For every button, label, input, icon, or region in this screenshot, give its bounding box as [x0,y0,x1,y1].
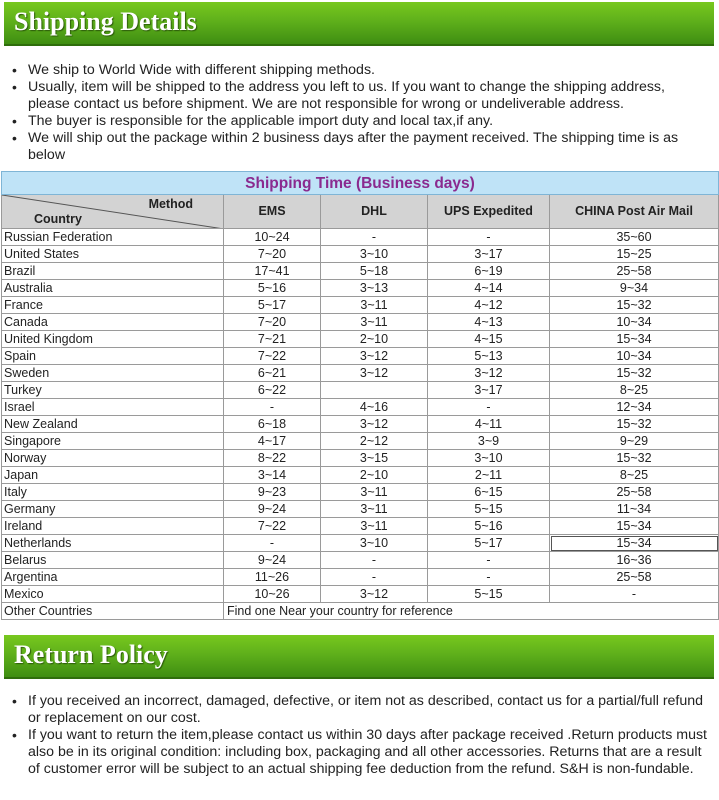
table-row [2,229,719,246]
cell-ems: 10~24 [224,229,321,246]
table-header-row [2,195,719,229]
column-header-dhl: DHL [321,195,428,229]
cell-dhl: 2~10 [321,331,428,348]
country-cell: Australia [2,280,224,297]
country-cell: Other Countries [2,603,224,620]
country-cell: France [2,297,224,314]
cell-ems: - [224,535,321,552]
cell-ups: - [428,229,550,246]
cell-ups: - [428,552,550,569]
list-item: • If you received an incorrect, damaged, defective, or item not as described, contact us for a partial/full refund or replacement on our cost. [12,693,704,726]
table-row [2,518,719,535]
cell-china-post: 15~34 [550,518,719,535]
cell-dhl: 3~12 [321,348,428,365]
table-caption-row [2,172,719,195]
cell-dhl: 3~10 [321,246,428,263]
country-cell: United States [2,246,224,263]
list-item: • We will ship out the package within 2 business days after the payment received. The shipping time is as below [12,130,679,163]
table-row [2,416,719,433]
country-cell: Brazil [2,263,224,280]
cell-china-post: 15~32 [550,416,719,433]
cell-dhl: - [321,229,428,246]
cell-china-post: 15~34 [550,535,719,552]
cell-dhl: 3~11 [321,501,428,518]
cell-ups: 3~17 [428,246,550,263]
cell-china-post: 10~34 [550,314,719,331]
cell-dhl: 3~10 [321,535,428,552]
country-cell: Germany [2,501,224,518]
cell-ems: 6~22 [224,382,321,399]
cell-ups: - [428,399,550,416]
table-row [2,382,719,399]
table-row [2,399,719,416]
cell-china-post: 9~34 [550,280,719,297]
column-header-china-post: CHINA Post Air Mail [550,195,719,229]
country-cell: Israel [2,399,224,416]
table-caption: Shipping Time (Business days) [2,172,719,195]
cell-ems: 17~41 [224,263,321,280]
cell-china-post: 15~32 [550,297,719,314]
cell-ups: 4~12 [428,297,550,314]
cell-dhl: 3~12 [321,586,428,603]
cell-ups: 5~15 [428,586,550,603]
cell-china-post: 16~36 [550,552,719,569]
country-cell: Russian Federation [2,229,224,246]
list-item: • The buyer is responsible for the applicable import duty and local tax,if any. [12,113,494,129]
table-row [2,314,719,331]
table-row [2,450,719,467]
cell-ems: 7~22 [224,348,321,365]
cell-ups: - [428,569,550,586]
cell-ems: 9~23 [224,484,321,501]
cell-china-post: 25~58 [550,263,719,280]
shipping-info-list [12,62,707,164]
cell-ems: 7~20 [224,314,321,331]
cell-china-post: 9~29 [550,433,719,450]
cell-china-post: 10~34 [550,348,719,365]
country-cell: Mexico [2,586,224,603]
country-cell: Italy [2,484,224,501]
cell-ups: 4~11 [428,416,550,433]
cell-dhl: 3~11 [321,518,428,535]
bullet-icon: • [12,79,17,95]
country-cell: Japan [2,467,224,484]
cell-ups: 2~11 [428,467,550,484]
country-cell: Argentina [2,569,224,586]
cell-ems: 9~24 [224,552,321,569]
cell-dhl: 2~12 [321,433,428,450]
corner-header [2,195,224,229]
table-row [2,297,719,314]
country-cell: Turkey [2,382,224,399]
bullet-icon: • [12,727,17,743]
cell-ems: 6~18 [224,416,321,433]
table-row [2,501,719,518]
cell-ems: 8~22 [224,450,321,467]
cell-china-post: 15~32 [550,450,719,467]
table-row [2,586,719,603]
cell-china-post: 15~32 [550,365,719,382]
method-label: Method [148,197,193,211]
cell-china-post: 11~34 [550,501,719,518]
country-cell: Netherlands [2,535,224,552]
cell-dhl: 2~10 [321,467,428,484]
table-row [2,484,719,501]
cell-ems: 7~22 [224,518,321,535]
column-header-ems: EMS [224,195,321,229]
return-policy-title: Return Policy [14,640,168,669]
cell-ems: 3~14 [224,467,321,484]
table-row [2,535,719,552]
cell-china-post: - [550,586,719,603]
table-row [2,569,719,586]
cell-ups: 5~16 [428,518,550,535]
cell-ups: 4~13 [428,314,550,331]
cell-dhl: - [321,569,428,586]
table-row [2,365,719,382]
cell-ups: 4~15 [428,331,550,348]
cell-dhl: 4~16 [321,399,428,416]
column-header-ups: UPS Expedited [428,195,550,229]
table-row [2,331,719,348]
table-row-other [2,603,719,620]
table-row [2,280,719,297]
bullet-icon: • [12,113,17,129]
cell-dhl: 3~12 [321,416,428,433]
cell-ems: 6~21 [224,365,321,382]
cell-ems: 7~20 [224,246,321,263]
list-item: • Usually, item will be shipped to the address you left to us. If you want to change the shipping address, please contact us before shipment. We are not responsible for wrong or undeliverable address. [12,79,665,112]
cell-china-post: 25~58 [550,484,719,501]
cell-china-post: 35~60 [550,229,719,246]
cell-dhl: 3~11 [321,314,428,331]
country-cell: Sweden [2,365,224,382]
cell-ems: 4~17 [224,433,321,450]
shipping-time-table [1,171,719,620]
cell-ems: 7~21 [224,331,321,348]
cell-ups: 3~10 [428,450,550,467]
country-label: Country [34,212,82,226]
cell-ems: 5~17 [224,297,321,314]
table-row [2,552,719,569]
cell-ups: 5~15 [428,501,550,518]
table-row [2,433,719,450]
country-cell: United Kingdom [2,331,224,348]
cell-ems: 5~16 [224,280,321,297]
cell-ups: 5~17 [428,535,550,552]
cell-ups: 6~19 [428,263,550,280]
cell-china-post: 15~25 [550,246,719,263]
country-cell: Canada [2,314,224,331]
table-row [2,246,719,263]
country-cell: Norway [2,450,224,467]
cell-china-post: 25~58 [550,569,719,586]
cell-ups: 3~12 [428,365,550,382]
bullet-icon: • [12,130,17,146]
cell-ups: 3~17 [428,382,550,399]
country-cell: Ireland [2,518,224,535]
cell-ems: 10~26 [224,586,321,603]
cell-dhl: 5~18 [321,263,428,280]
cell-china-post: 8~25 [550,382,719,399]
table-row [2,467,719,484]
reference-note: Find one Near your country for reference [224,603,719,620]
cell-ems: 9~24 [224,501,321,518]
cell-ems: 11~26 [224,569,321,586]
bullet-icon: • [12,62,17,78]
cell-ups: 3~9 [428,433,550,450]
cell-dhl: 3~13 [321,280,428,297]
cell-ups: 4~14 [428,280,550,297]
cell-ups: 6~15 [428,484,550,501]
table-body [2,229,719,603]
cell-dhl: 3~11 [321,297,428,314]
country-cell: New Zealand [2,416,224,433]
table-row [2,263,719,280]
return-policy-banner [4,635,714,679]
shipping-details-banner [4,2,714,46]
cell-dhl [321,382,428,399]
cell-ups: 5~13 [428,348,550,365]
country-cell: Spain [2,348,224,365]
cell-china-post: 15~34 [550,331,719,348]
cell-dhl: 3~12 [321,365,428,382]
country-cell: Singapore [2,433,224,450]
cell-ems: - [224,399,321,416]
list-item: • If you want to return the item,please contact us within 30 days after package received .Return products must also be in its original condition: including box, packaging and all other accessories. Returns that are a result of customer error will be subject to an actual shipping fee deduction from the refund. S&H is non-fundable. [12,727,707,777]
cell-dhl: - [321,552,428,569]
return-policy-list [12,693,707,778]
table-row [2,348,719,365]
shipping-details-title: Shipping Details [14,7,197,36]
cell-china-post: 12~34 [550,399,719,416]
bullet-icon: • [12,693,17,709]
country-cell: Belarus [2,552,224,569]
list-item: • We ship to World Wide with different shipping methods. [12,62,375,78]
cell-dhl: 3~15 [321,450,428,467]
cell-china-post: 8~25 [550,467,719,484]
cell-dhl: 3~11 [321,484,428,501]
